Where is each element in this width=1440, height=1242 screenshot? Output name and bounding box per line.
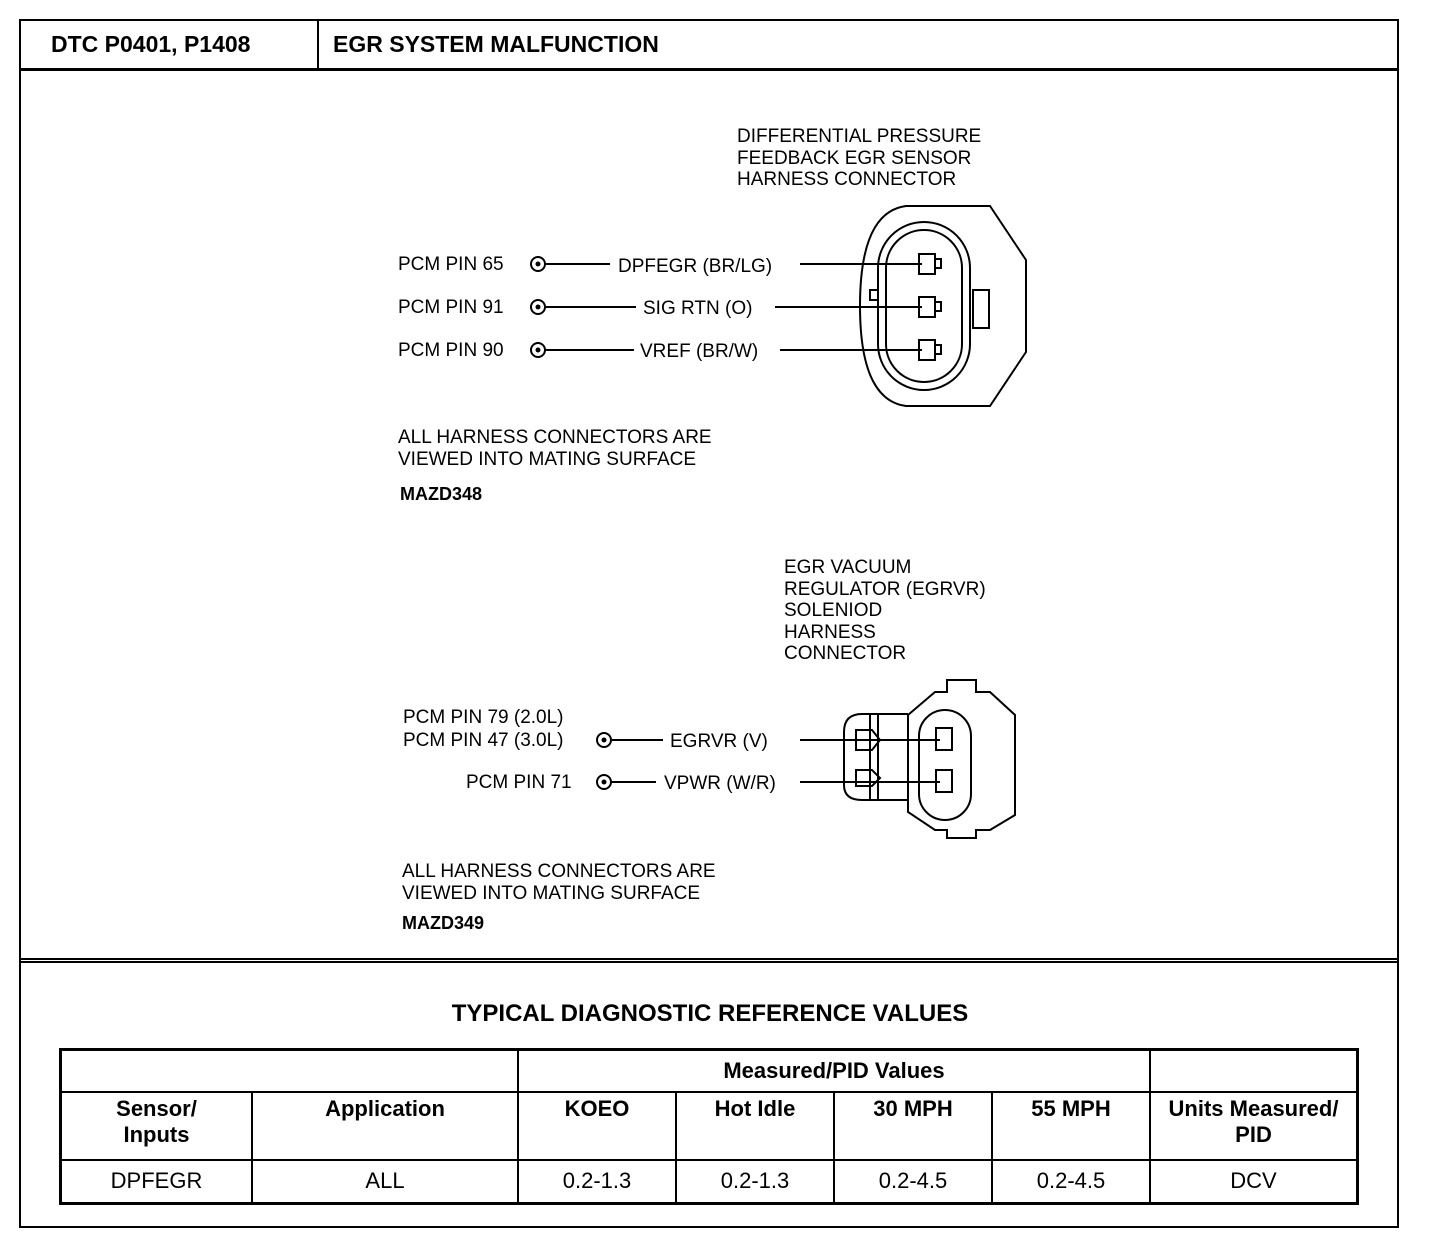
reference-table-title: TYPICAL DIAGNOSTIC REFERENCE VALUES [451,1000,969,1027]
cell-units: DCV [1150,1160,1358,1204]
egrvr-pin-47-label: PCM PIN 47 (3.0L) [403,730,564,751]
col-header-application: Application [252,1092,518,1160]
group-header-blank-right [1150,1050,1358,1092]
col-header-55mph: 55 MPH [992,1092,1150,1160]
cell-30mph: 0.2-4.5 [834,1160,992,1204]
col-header-units: Units Measured/ PID [1150,1092,1358,1160]
sig-rtn-signal-label: SIG RTN (O) [643,298,753,319]
cell-hot-idle: 0.2-1.3 [676,1160,834,1204]
egrvr-signal-label: EGRVR (V) [670,731,768,752]
col-header-koeo: KOEO [518,1092,676,1160]
col-header-sensor: Sensor/ Inputs [61,1092,253,1160]
dpfegr-connector-callout: DIFFERENTIAL PRESSURE FEEDBACK EGR SENSOR HARNESS CONNECTOR [737,126,982,190]
dpfegr-pin-91-label: PCM PIN 91 [398,297,504,318]
reference-values-table [59,1048,1359,1205]
measured-pid-group-header: Measured/PID Values [518,1050,1150,1092]
egrvr-connector-shape [844,680,1015,838]
dpfegr-pin-65-label: PCM PIN 65 [398,254,504,275]
dpfegr-pin-90-label: PCM PIN 90 [398,340,504,361]
col-header-hot-idle: Hot Idle [676,1092,834,1160]
table-column-header-row [61,1092,1358,1160]
table-row [61,1160,1358,1204]
dtc-code: DTC P0401, P1408 [21,21,319,68]
dpfegr-figure-id: MAZD348 [400,484,483,504]
dpfegr-mating-note: ALL HARNESS CONNECTORS ARE VIEWED INTO MATING SURFACE [398,427,712,470]
col-header-30mph: 30 MPH [834,1092,992,1160]
egrvr-mating-note: ALL HARNESS CONNECTORS ARE VIEWED INTO MATING SURFACE [402,861,716,904]
egrvr-pin-71-label: PCM PIN 71 [466,772,572,793]
egrvr-wires [612,740,940,782]
group-header-blank [61,1050,519,1092]
egrvr-figure-id: MAZD349 [402,913,485,933]
vpwr-signal-label: VPWR (W/R) [664,773,776,794]
cell-koeo: 0.2-1.3 [518,1160,676,1204]
vref-signal-label: VREF (BR/W) [640,341,759,362]
table-group-header-row [61,1050,1358,1092]
dpfegr-signal-label: DPFEGR (BR/LG) [618,256,773,277]
egrvr-pin-79-label: PCM PIN 79 (2.0L) [403,707,564,728]
cell-sensor: DPFEGR [61,1160,253,1204]
egrvr-connector-callout: EGR VACUUM REGULATOR (EGRVR) SOLENIOD HARNESS CONNECTOR [784,557,986,664]
page-title: EGR SYSTEM MALFUNCTION [333,31,659,57]
cell-application: ALL [252,1160,518,1204]
cell-55mph: 0.2-4.5 [992,1160,1150,1204]
